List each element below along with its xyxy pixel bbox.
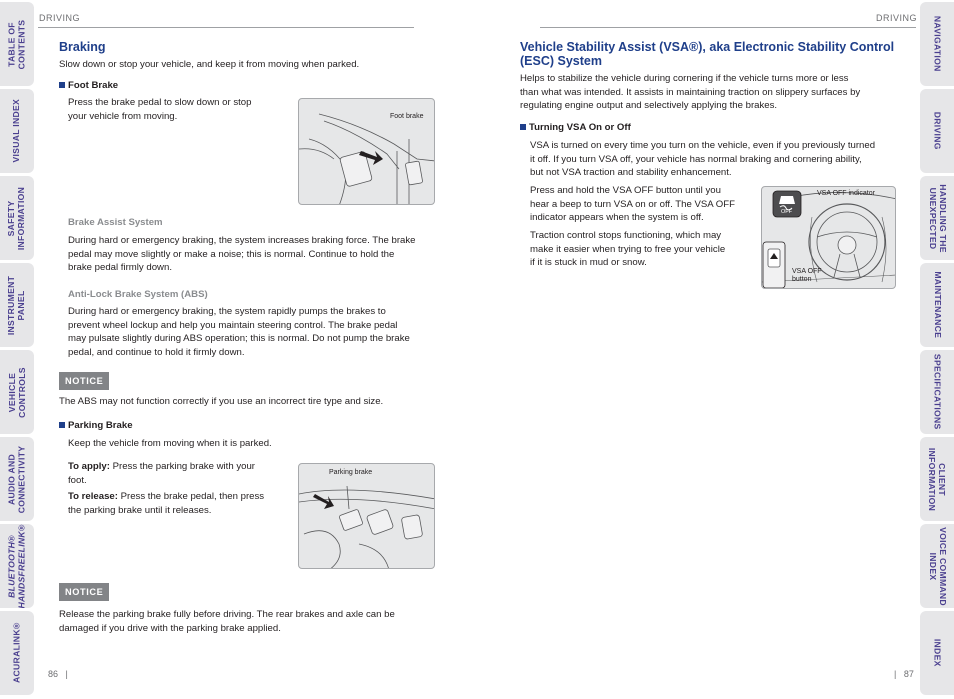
header-divider — [38, 27, 414, 28]
text-line: make it easier when trying to free your vehicle — [530, 243, 726, 255]
title-line: Vehicle Stability Assist (VSA®), aka Electronic Stability Control — [520, 40, 895, 54]
apply-label: To apply: — [68, 461, 110, 472]
tab-acuralink[interactable] — [0, 611, 34, 695]
text-line: but not VSA traction and stability enhancement. — [530, 167, 732, 179]
text-line: hear a beep to turn VSA on or off. The VSA OFF — [530, 198, 735, 210]
tab-label: INSTRUMENT PANEL — [6, 275, 26, 335]
vsa-indicator-text: OFF — [781, 209, 792, 215]
tab-label: SAFETY INFORMATION — [6, 186, 27, 250]
tab-safety-information[interactable] — [0, 176, 34, 260]
tab-label: SPECIFICATIONS — [932, 354, 943, 430]
subsection-heading: Anti-Lock Brake System (ABS) — [68, 289, 208, 300]
text-line: may pulsate slightly during ABS operation; this is normal. Do not pump the brake — [68, 333, 410, 345]
label-line: VSA OFF — [792, 268, 822, 275]
tab-vehicle-controls[interactable] — [0, 350, 34, 434]
vsa-off-button-label — [792, 268, 822, 284]
apply-text: Press the parking brake with your — [109, 461, 255, 472]
page-header: DRIVING — [876, 13, 918, 23]
heading-text: Parking Brake — [68, 420, 133, 431]
subsection-heading — [520, 122, 631, 134]
notice-text: The ABS may not function correctly if you use an incorrect tire type and size. — [59, 396, 384, 407]
tab-label: VISUAL INDEX — [11, 99, 22, 163]
text-line: your vehicle from moving. — [68, 110, 178, 122]
tab-audio-and-connectivity[interactable] — [0, 437, 34, 521]
section-intro: Slow down or stop your vehicle, and keep it from moving when parked. — [59, 59, 360, 70]
text-line: the parking brake until it releases. — [68, 504, 212, 516]
brake-assist-text — [68, 234, 416, 275]
tab-instrument-panel[interactable] — [0, 263, 34, 347]
tab-label: AUDIO AND CONNECTIVITY — [6, 445, 26, 513]
tab-visual-index[interactable] — [0, 89, 34, 173]
text-line: it off. If you turn VSA off, your vehicle has normal braking and cornering ability, — [530, 153, 862, 165]
heading-marker — [520, 124, 526, 130]
heading-text: Turning VSA On or Off — [529, 122, 631, 133]
title-line: (ESC) System — [520, 54, 602, 68]
tab-driving[interactable] — [920, 89, 954, 173]
tab-index[interactable] — [920, 611, 954, 695]
tab-label: VOICE COMMAND INDEX — [928, 526, 948, 606]
subsection-heading — [59, 420, 133, 432]
text-line: Helps to stabilize the vehicle during cornering if the vehicle turns more or less — [520, 73, 849, 84]
release-text: Press the brake pedal, then press — [117, 491, 265, 502]
tab-label: VEHICLE CONTROLS — [6, 366, 26, 418]
tab-label: INDEX — [932, 639, 943, 667]
tab-label: NAVIGATION — [932, 16, 943, 72]
vsa-press-text — [530, 184, 735, 225]
section-title — [520, 40, 894, 68]
page-number: | 87 — [894, 669, 914, 679]
text-line: brake pedal firmly down. — [68, 262, 172, 274]
parking-brake-figure — [298, 463, 435, 569]
text-line: During hard or emergency braking, the system rapidly pumps the brakes to — [68, 306, 386, 317]
tab-label: MAINTENANCE — [932, 271, 943, 339]
page-number: 86 | — [48, 669, 68, 679]
tab-handling-the-unexpected[interactable] — [920, 176, 954, 260]
figure-label: Parking brake — [329, 469, 373, 476]
text-line: indicator appears when the system is off. — [530, 212, 704, 224]
heading-marker — [59, 422, 65, 428]
text-line: Press and hold the VSA OFF button until you — [530, 185, 721, 196]
vsa-figure — [761, 186, 896, 289]
tab-label: BLUETOOTH® HANDSFREELINK® — [6, 524, 26, 608]
section-title: Braking — [59, 40, 106, 54]
vsa-traction-text — [530, 229, 725, 270]
tab-label: CLIENT INFORMATION — [928, 447, 948, 511]
text-line: prevent wheel lockup and help you maintain steering control. The brake pedal — [68, 319, 398, 331]
parking-release-text — [68, 490, 264, 517]
text-line: if it is stuck in mud or snow. — [530, 257, 647, 269]
text-line: regulating engine output and selectively applying the brakes. — [520, 100, 778, 112]
tab-maintenance[interactable] — [920, 263, 954, 347]
text-line: Press the brake pedal to slow down or stop — [68, 97, 252, 108]
page-header: DRIVING — [39, 13, 81, 23]
parking-apply-text — [68, 460, 255, 487]
tab-label: TABLE OF CONTENTS — [6, 19, 27, 69]
header-divider — [540, 27, 916, 28]
tab-voice-command-index[interactable] — [920, 524, 954, 608]
tab-table-of-contents[interactable] — [0, 2, 34, 86]
notice-badge: NOTICE — [59, 583, 109, 601]
vsa-off-indicator-label: VSA OFF indicator — [817, 190, 875, 197]
parking-brake-illustration — [299, 464, 435, 569]
text-line: damaged if you drive with the parking brake applied. — [59, 622, 281, 634]
tab-navigation[interactable] — [920, 2, 954, 86]
heading-text: Foot Brake — [68, 80, 119, 91]
text-line — [68, 490, 264, 504]
notice-text — [59, 608, 395, 635]
heading-marker — [59, 82, 65, 88]
tab-client-information[interactable] — [920, 437, 954, 521]
release-label: To release: — [68, 491, 118, 502]
text-line — [68, 460, 255, 474]
text-line: pedal, and continue to hold it firmly down. — [68, 346, 245, 358]
notice-badge: NOTICE — [59, 372, 109, 390]
vsa-illustration — [762, 187, 896, 289]
tab-bluetooth-handsfreelink[interactable] — [0, 524, 34, 608]
text-line: During hard or emergency braking, the system increases braking force. The brake — [68, 235, 416, 246]
text-line: Traction control stops functioning, which may — [530, 230, 722, 241]
figure-label: Foot brake — [390, 113, 424, 120]
abs-text — [68, 305, 410, 359]
subsection-heading — [59, 80, 118, 92]
text-line: foot. — [68, 474, 87, 486]
text-line: Release the parking brake fully before driving. The rear brakes and axle can be — [59, 609, 395, 620]
foot-brake-text — [68, 96, 251, 123]
foot-brake-figure — [298, 98, 435, 205]
tab-label: HANDLING THE UNEXPECTED — [928, 183, 948, 253]
tab-label: DRIVING — [932, 112, 943, 150]
tab-specifications[interactable] — [920, 350, 954, 434]
text-line: VSA is turned on every time you turn on the vehicle, even if you previously turned — [530, 140, 876, 151]
label-line: button — [792, 276, 812, 283]
text-line: than what was intended. It assists in maintaining traction on slippery surfaces by — [520, 86, 861, 98]
subsection-heading: Brake Assist System — [68, 217, 163, 228]
parking-brake-intro: Keep the vehicle from moving when it is parked. — [68, 438, 272, 449]
vsa-text — [530, 139, 875, 180]
tab-label: ACURALINK® — [11, 622, 22, 684]
text-line: pedal may move slightly or make a noise; this is normal. Continue to hold the — [68, 248, 395, 260]
section-intro — [520, 72, 860, 113]
